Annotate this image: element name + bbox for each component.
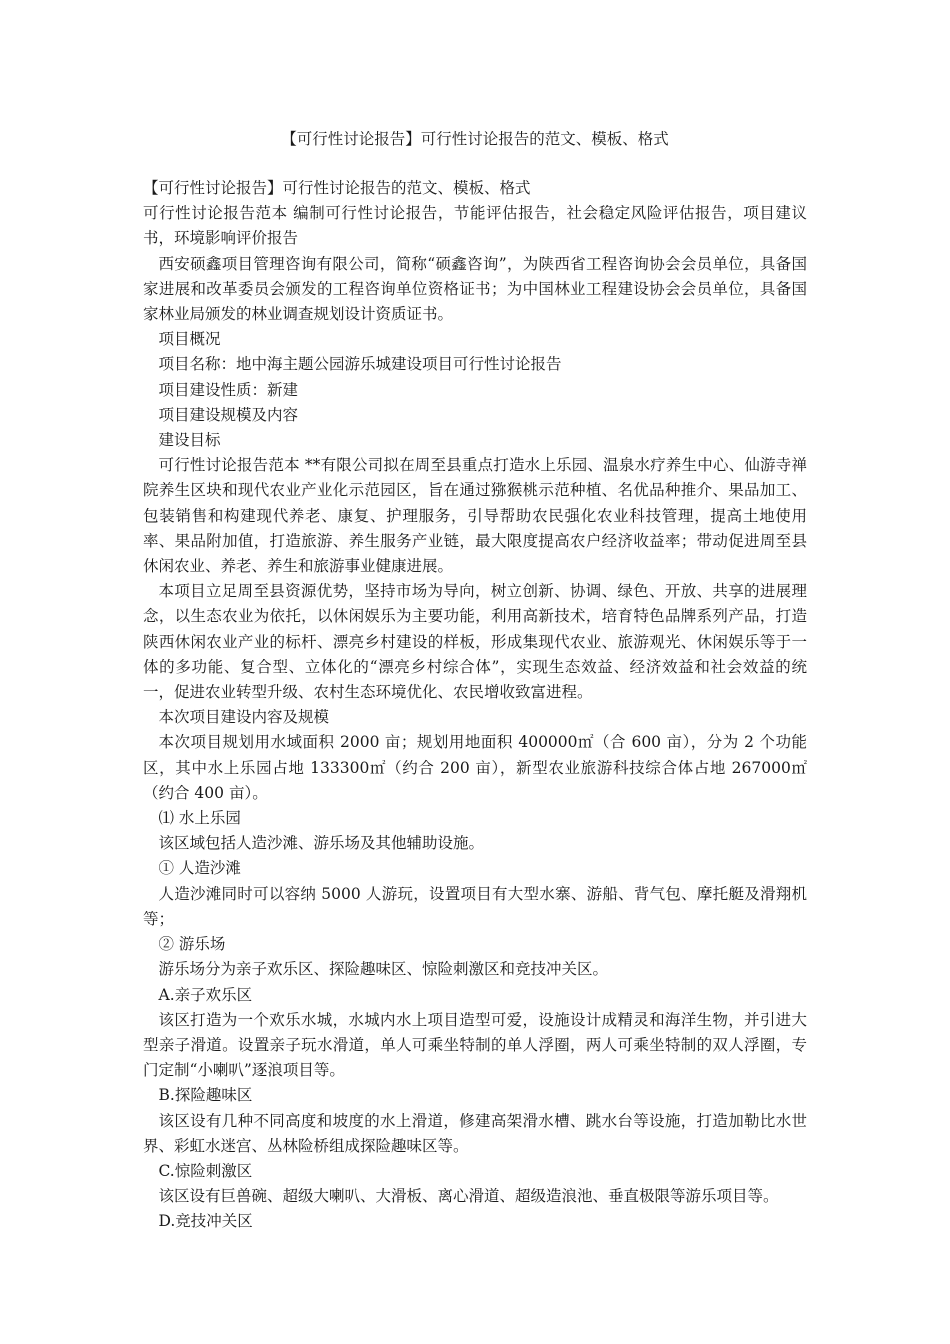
paragraph: 该区设有几种不同高度和坡度的水上滑道，修建高架滑水槽、跳水台等设施，打造加勒比水世界、彩虹水迷宫、丛林险桥组成探险趣味区等。 — [143, 1111, 807, 1155]
paragraph: 项目建设性质：新建 — [158, 380, 299, 399]
paragraph: 项目概况 — [158, 330, 221, 349]
paragraph: C.惊险刺激区 — [158, 1161, 253, 1180]
paragraph: 项目建设规模及内容 — [158, 405, 299, 424]
paragraph: ⑴ 水上乐园 — [158, 809, 241, 828]
paragraph: D.竞技冲关区 — [158, 1212, 253, 1231]
paragraph: 可行性讨论报告范本 **有限公司拟在周至县重点打造水上乐园、温泉水疗养生中心、仙游寺禅院养生区块和现代农业产业化示范园区，旨在通过猕猴桃示范种植、名优品种推介、果品加工、包装销售和构建现代养老、康复、护理服务，引导帮助农民强化农业科技管理，提高土地使用率、果品附加值，打造旅游、养生服务产业链，最大限度提高农户经济收益率；带动促进周至县休闲农业、养老、养生和旅游事业健康进展。 — [143, 456, 807, 576]
paragraph: 可行性讨论报告范本 编制可行性讨论报告，节能评估报告，社会稳定风险评估报告，项目建议书，环境影响评价报告 — [143, 204, 807, 248]
paragraph: 【可行性讨论报告】可行性讨论报告的范文、模板、格式 — [143, 179, 531, 197]
document-body — [143, 176, 807, 1235]
paragraph: 项目名称：地中海主题公园游乐城建设项目可行性讨论报告 — [158, 355, 562, 374]
document-title: 【可行性讨论报告】可行性讨论报告的范文、模板、格式 — [281, 130, 669, 148]
paragraph: 游乐场分为亲子欢乐区、探险趣味区、惊险刺激区和竞技冲关区。 — [158, 960, 609, 979]
paragraph: ② 游乐场 — [158, 935, 226, 954]
paragraph: 人造沙滩同时可以容纳 5000 人游玩，设置项目有大型水寨、游船、背气包、摩托艇及滑翔机等； — [143, 884, 807, 928]
paragraph: 该区打造为一个欢乐水城，水城内水上项目造型可爱，设施设计成精灵和海洋生物，并引进大型亲子滑道。设置亲子玩水滑道，单人可乘坐特制的单人浮圈，两人可乘坐特制的双人浮圈，专门定制“小喇叭”逐浪项目等。 — [143, 1010, 807, 1080]
paragraph: 本项目立足周至县资源优势，坚持市场为导向，树立创新、协调、绿色、开放、共享的进展理念，以生态农业为依托，以休闲娱乐为主要功能，利用高新技术，培育特色品牌系列产品，打造陕西休闲农业产业的标杆、漂亮乡村建设的样板，形成集现代农业、旅游观光、休闲娱乐等于一体的多功能、复合型、立体化的“漂亮乡村综合体”，实现生态效益、经济效益和社会效益的统一，促进农业转型升级、农村生态环境优化、农民增收致富进程。 — [143, 582, 807, 702]
paragraph: A.亲子欢乐区 — [158, 985, 253, 1004]
paragraph: 本次项目规划用水域面积 2000 亩；规划用地面积 400000㎡（合 600 亩），分为 2 个功能区，其中水上乐园占地 133300㎡（约合 200 亩），新型农业旅游科技综合体占地 267000㎡（约合 400 亩）。 — [143, 733, 807, 802]
paragraph: 建设目标 — [158, 431, 221, 450]
paragraph: 该区设有巨兽碗、超级大喇叭、大滑板、离心滑道、超级造浪池、垂直极限等游乐项目等。 — [158, 1187, 779, 1206]
paragraph: 西安硕鑫项目管理咨询有限公司，简称“硕鑫咨询”，为陕西省工程咨询协会会员单位，具备国家进展和改革委员会颁发的工程咨询单位资格证书；为中国林业工程建设协会会员单位，具备国家林业局颁发的林业调查规划设计资质证书。 — [143, 254, 807, 324]
paragraph: ① 人造沙滩 — [158, 859, 241, 878]
paragraph: 本次项目建设内容及规模 — [158, 708, 330, 727]
paragraph: 该区域包括人造沙滩、游乐场及其他辅助设施。 — [158, 834, 485, 853]
paragraph: B.探险趣味区 — [158, 1086, 253, 1105]
